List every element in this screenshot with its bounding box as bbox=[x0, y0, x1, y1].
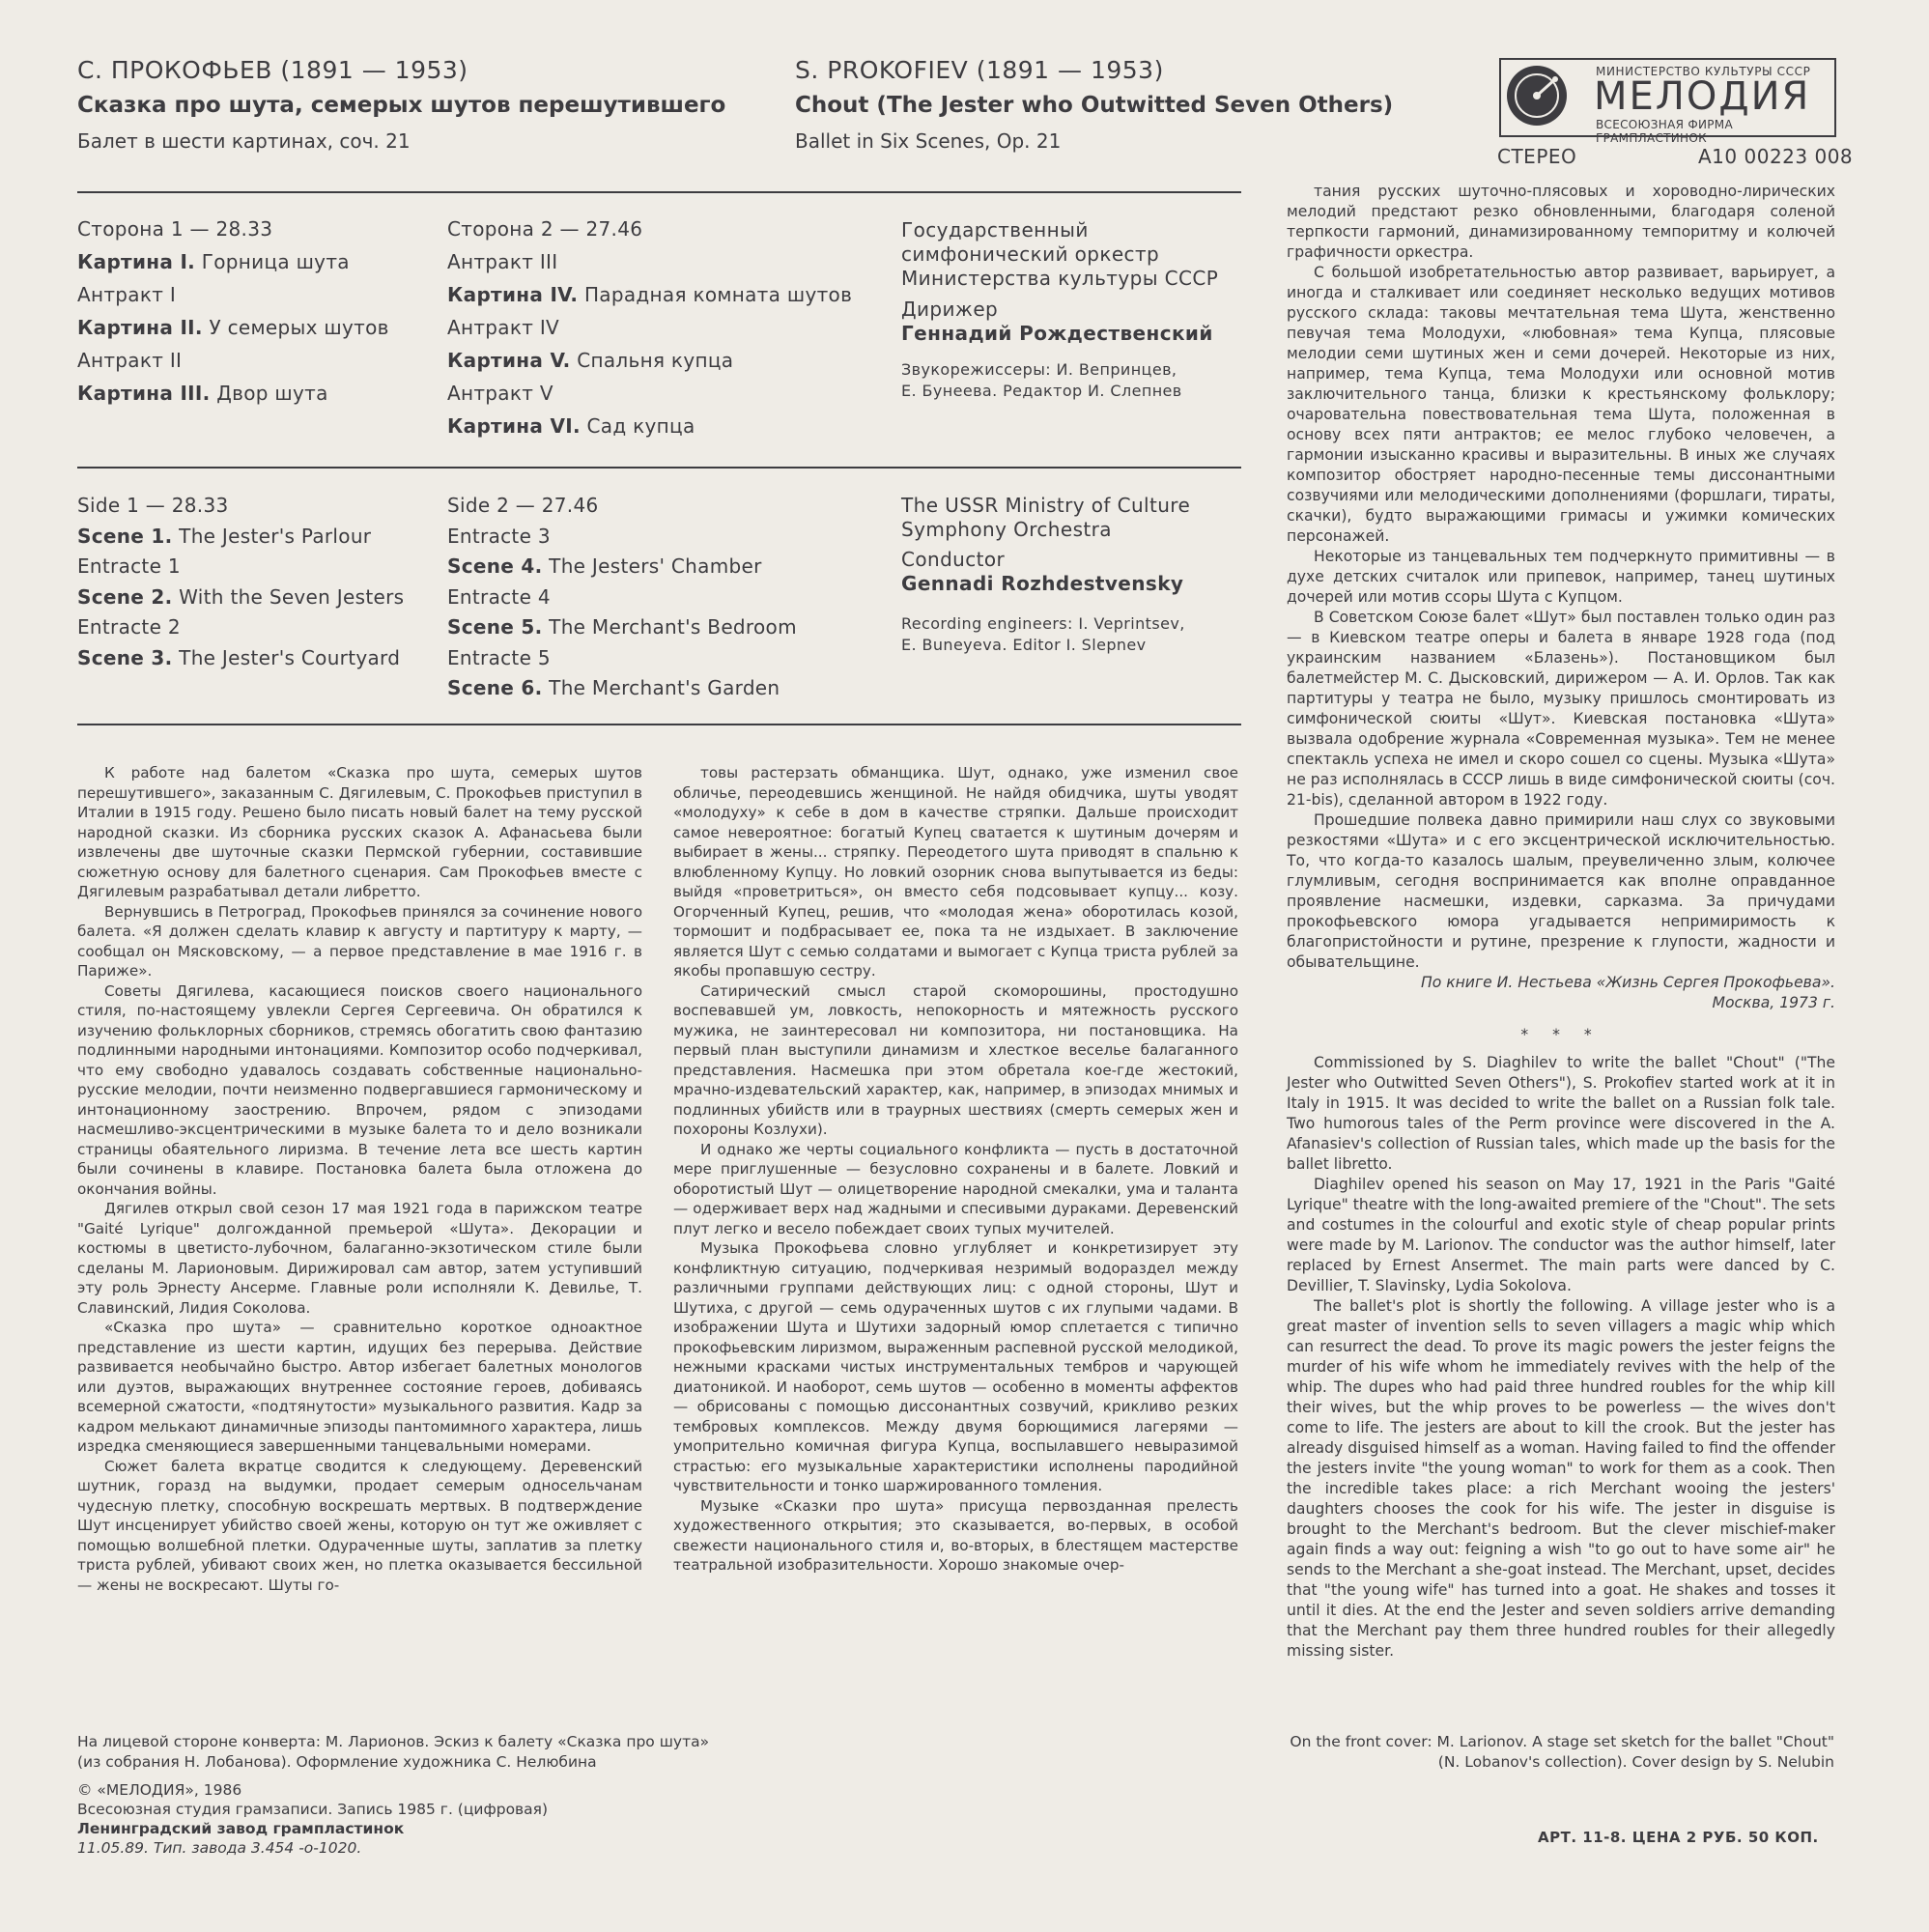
track-item bbox=[447, 612, 797, 643]
track-title: The Jesters' Chamber bbox=[542, 554, 762, 578]
track-title: Entracte 3 bbox=[447, 524, 551, 548]
divider-middle bbox=[77, 467, 1241, 469]
notes-column-3-en bbox=[1287, 1053, 1835, 1662]
track-scene-label: Картина II. bbox=[77, 316, 203, 339]
notes-paragraph: Дягилев открыл свой сезон 17 мая 1921 года в парижском театре "Gaité Lyrique" долгожданной премьерой «Шута». Декорации и костюмы в цветисто-лубочном, балаганно-экзотическом стиле были сделаны М. Ларионовым. Дирижировал сам автор, затем уступивший эту роль Эрнесту Ансерме. Главные роли исполняли К. Девилье, Т. Славинский, Лидия Соколова. bbox=[77, 1200, 642, 1317]
track-item bbox=[77, 278, 389, 311]
track-title: Спальня купца bbox=[570, 349, 734, 372]
price: АРТ. 11-8. ЦЕНА 2 РУБ. 50 КОП. bbox=[1538, 1829, 1819, 1846]
notes-paragraph: В Советском Союзе балет «Шут» был поставлен только один раз — в Киевском театре оперы и балета в январе 1928 года (под украинским названием «Блазень»). Постановщиком был балетмейстер М. С. Дысковский, дирижером — А. И. Орлов. Так как партитуры у театра не было, музыку пришлось смонтировать из симфонической сюиты «Шут». Киевская постановка «Шута» вызвала одобрение журнала «Современная музыка». Тем не менее спектакль успеха не имел и скоро сошел со сцены. Музыка «Шута» не раз исполнялась в СССР лишь в виде симфонической сюиты (соч. 21-bis), сделанной автором в 1922 году. bbox=[1287, 609, 1835, 809]
notes-paragraph: Сатирический смысл старой скоморошины, простодушно воспевавшей ум, ловкость, непокорность и мятежность русского мужика, не заинтересовал ни композитора, ни постановщика. На первый план выступили динамизм и хлесткое веселье балаганного представления. Насмешка при этом обретала кое-где жестокий, мрачно-издевательский характер, как, например, в эпизодах мнимых и подлинных убийств или в траурных шествиях (смерть семерых жен и похороны Козлухи). bbox=[673, 981, 1238, 1138]
print-info: 11.05.89. Тип. завода 3.454 -о-1020. bbox=[77, 1839, 362, 1857]
title-ru: Сказка про шута, семерых шутов перешутившего bbox=[77, 93, 726, 118]
tracklist-en-side2 bbox=[447, 491, 797, 704]
track-scene-label: Картина III. bbox=[77, 382, 211, 405]
track-scene-label: Scene 3. bbox=[77, 645, 173, 669]
notes-paragraph: С большой изобретательностью автор развивает, варьирует, а иногда и сталкивает или соединяет несколько ведущих мотивов русского склада: таковы мечтательная тема Шута, женственно певучая тема Молодухи, «любовная» тема Купца, плясовые мелодии семи шутиных жен и семи дочерей. Некоторые из них, например, тема Купца, тема Молодухи или основной мотив заключительного танца, близки к крестьянскому фольклору; очаровательна повествовательная тема Шута, положенная в основу всех пяти антрактов; ее мелос глубоко человечен, а гармонии изысканно красивы и выразительны. В иных же случаях композитор обостряет народно-песенные темы диссонантными созвучиями или мелодическими дополнениями (форшлаги, тираты, скачки), будто выражающими гримасы и ужимки комических персонажей. bbox=[1287, 264, 1835, 545]
track-item bbox=[447, 582, 797, 613]
notes-paragraph: Commissioned by S. Diaghilev to write the ballet "Chout" ("The Jester who Outwitted Seven Others"), S. Prokofiev started work at it in Italy in 1915. It was decided to write the ballet on a Russian folk tale. Two humorous tales of the Perm province were discovered in the A. Afanasiev's collection of Russian tales, which made up the basis for the ballet libretto. bbox=[1287, 1054, 1835, 1173]
notes-paragraph: Сюжет балета вкратце сводится к следующему. Деревенский шутник, горазд на выдумки, продает семерым односельчанам чудесную плетку, способную воскрешать мертвых. В подтверждение Шут инсценирует убийство своей жены, которую он тут же оживляет с помощью волшебной плетки. Одураченные шуты, заплатив за плетку триста рублей, убивают своих жен, но плетка оказывается бессильной — жены не воскресают. Шуты го- bbox=[77, 1457, 642, 1594]
engineers-line: Recording engineers: I. Veprintsev, bbox=[901, 614, 1185, 633]
performers-en bbox=[901, 494, 1190, 656]
track-item bbox=[447, 522, 797, 553]
notes-paragraph: Музыка Прокофьева словно углубляет и конкретизирует эту конфликтную ситуацию, подчеркивая незримый водораздел между различными группами действующих лиц: с одной стороны, Шут и Шутиха, с другой — семь одураченных шутов с их глупыми чадами. В изображении Шута и Шутихи задорный юмор сплетается с типично прокофьевским лиризмом, выраженным распевной русской мелодикой, нежными красками чистых инструментальных тембров и чарующей диатоникой. И наоборот, семь шутов — особенно в моменты аффектов — обрисованы с помощью диссонантных созвучий, крикливо резких тембровых комплексов. Между двумя борющимися лагерями — умопрительно комичная фигура Купца, воспылавшего невыразимой страстью: его музыкальные характеристики исполнены пародийной чувствительности и тонко шаржированного томления. bbox=[673, 1239, 1238, 1494]
production-info bbox=[77, 1780, 548, 1858]
performers-ru bbox=[901, 218, 1218, 402]
logo-firm: ВСЕСОЮЗНАЯ ФИРМА ГРАМПЛАСТИНОК bbox=[1596, 118, 1733, 145]
title-en: Chout (The Jester who Outwitted Seven Others) bbox=[795, 93, 1394, 118]
track-title: Антракт III bbox=[447, 250, 558, 273]
engineers-line: E. Buneyeva. Editor I. Slepnev bbox=[901, 636, 1147, 654]
track-title: Антракт IV bbox=[447, 316, 560, 339]
track-item bbox=[77, 643, 404, 674]
orchestra-line: The USSR Ministry of Culture bbox=[901, 494, 1191, 517]
studio-info: Всесоюзная студия грамзаписи. Запись 1985 г. (цифровая) bbox=[77, 1801, 549, 1818]
notes-paragraph: Прошедшие полвека давно примирили наш слух со звуковыми резкостями «Шута» и с его эксцентрической исключительностью. То, что когда-то казалось шалым, преувеличенно злым, колючее глумливым, сегодня воспринимается как вполне оправданное проявление насмешки, издевки, сарказма. За причудами прокофьевского юмора угадывается непримиримость к благопристойности и рутине, презрение к глупости, жадности и обывательщине. bbox=[1287, 811, 1835, 971]
tracklist-ru-side2 bbox=[447, 213, 852, 442]
track-title: With the Seven Jesters bbox=[172, 584, 405, 609]
track-title: The Jester's Courtyard bbox=[172, 645, 401, 669]
cover-credit-en-line: (N. Lobanov's collection). Cover design by S. Nelubin bbox=[1437, 1753, 1834, 1771]
track-item bbox=[77, 552, 404, 582]
conductor-name: Gennadi Rozhdestvensky bbox=[901, 572, 1184, 595]
track-item bbox=[447, 245, 852, 278]
track-title: У семерых шутов bbox=[202, 316, 389, 339]
notes-paragraph: Вернувшись в Петроград, Прокофьев принялся за сочинение нового балета. «Я должен сделать клавир к августу и партитуру к марту, — сообщал он Мясковскому, — а первое представление в мае 1916 г. в Париже». bbox=[77, 902, 642, 980]
track-scene-label: Картина I. bbox=[77, 250, 196, 273]
track-title: Парадная комната шутов bbox=[578, 283, 853, 306]
track-item bbox=[447, 643, 797, 674]
track-title: Антракт I bbox=[77, 283, 177, 306]
track-scene-label: Scene 1. bbox=[77, 524, 173, 548]
track-scene-label: Scene 5. bbox=[447, 615, 543, 639]
track-title: Entracte 4 bbox=[447, 584, 551, 609]
track-title: The Jester's Parlour bbox=[172, 524, 372, 548]
track-title: Entracte 2 bbox=[77, 615, 181, 639]
track-item bbox=[447, 552, 797, 582]
source-city: Москва, 1973 г. bbox=[1712, 994, 1835, 1011]
track-scene-label: Scene 6. bbox=[447, 676, 543, 699]
melodiya-logo bbox=[1499, 58, 1836, 145]
track-scene-label: Картина V. bbox=[447, 349, 571, 372]
tracklist-en-side1 bbox=[77, 491, 404, 673]
notes-paragraph: Diaghilev opened his season on May 17, 1921 in the Paris "Gaité Lyrique" theatre with the long-awaited premiere of the "Chout". The sets and costumes in the colourful and exotic style of cheap popular prints were made by M. Larionov. The conductor was the author himself, later replaced by Ernest Ansermet. The main parts were danced by C. Devillier, T. Slavinsky, Lydia Sokolova. bbox=[1287, 1176, 1835, 1294]
conductor-name: Геннадий Рождественский bbox=[901, 322, 1213, 345]
divider-top bbox=[77, 191, 1241, 193]
subtitle-en: Ballet in Six Scenes, Op. 21 bbox=[795, 129, 1062, 153]
section-separator: * * * bbox=[1520, 1026, 1602, 1043]
track-scene-label: Scene 4. bbox=[447, 554, 543, 578]
side-heading: Сторона 2 — 27.46 bbox=[447, 217, 643, 241]
track-title: Антракт V bbox=[447, 382, 553, 405]
cover-credit-ru bbox=[77, 1732, 709, 1773]
composer-en: S. PROKOFIEV (1891 — 1953) bbox=[795, 56, 1164, 84]
orchestra-line: Министерства культуры СССР bbox=[901, 267, 1219, 290]
track-item bbox=[77, 344, 389, 377]
track-item bbox=[447, 311, 852, 344]
conductor-label: Дирижер bbox=[901, 298, 999, 321]
conductor-label: Conductor bbox=[901, 548, 1006, 571]
track-title: Entracte 5 bbox=[447, 645, 551, 669]
notes-paragraph: И однако же черты социального конфликта — пусть в достаточной мере приглушенные — безусловно сохранены и в балете. Ловкий и оборотистый Шут — олицетворение народной смекалки, ума и таланта — одерживает верх над жадными и спесивыми дураками. Деревенский плут легко и весело побеждает своих тупых мучителей. bbox=[673, 1140, 1238, 1237]
notes-column-1 bbox=[77, 763, 642, 1595]
cover-credit-en-line: On the front cover: M. Larionov. A stage set sketch for the ballet "Chout" bbox=[1290, 1733, 1834, 1750]
notes-paragraph: Музыке «Сказки про шута» присуща первозданная прелесть художественного открытия; это сказывается, во-первых, в особой свежести национального стиля и, во-вторых, в блестящем мастерстве театральной изобразительности. Хорошо знакомые очер- bbox=[673, 1496, 1238, 1574]
notes-column-2 bbox=[673, 763, 1238, 1576]
track-scene-label: Картина VI. bbox=[447, 414, 581, 438]
cover-credit-ru-line: (из собрания Н. Лобанова). Оформление художника С. Нелюбина bbox=[77, 1753, 597, 1771]
track-item bbox=[447, 344, 852, 377]
track-scene-label: Scene 2. bbox=[77, 584, 173, 609]
notes-paragraph: К работе над балетом «Сказка про шута, семерых шутов перешутившего», заказанным С. Дягилевым, С. Прокофьев приступил в Италии в 1915 году. Решено было писать новый балет на тему русской народной сказки. Из сборника русских сказок А. Афанасьева были извлечены две шуточные сказки Пермской губернии, составившие сюжетную основу для балетного сценария. Сам Прокофьев вместе с Дягилевым разрабатывал детали либретто. bbox=[77, 764, 642, 900]
side-heading: Side 2 — 27.46 bbox=[447, 494, 599, 517]
notes-column-3 bbox=[1287, 182, 1835, 1662]
logo-ministry: МИНИСТЕРСТВО КУЛЬТУРЫ СССР bbox=[1596, 65, 1811, 78]
cover-credit-en bbox=[1290, 1732, 1834, 1773]
track-title: Антракт II bbox=[77, 349, 183, 372]
engineers-line: Звукорежиссеры: И. Вепринцев, bbox=[901, 360, 1177, 379]
track-title: The Merchant's Garden bbox=[542, 676, 780, 699]
source-citation: По книге И. Нестьева «Жизнь Сергея Прокофьева». bbox=[1420, 974, 1835, 991]
stereo-label: СТЕРЕО bbox=[1497, 145, 1577, 168]
track-item bbox=[77, 582, 404, 613]
side-heading: Side 1 — 28.33 bbox=[77, 494, 229, 517]
cover-credit-ru-line: На лицевой стороне конверта: М. Ларионов. Эскиз к балету «Сказка про шута» bbox=[77, 1733, 710, 1750]
track-title: Entracte 1 bbox=[77, 554, 181, 578]
composer-ru: С. ПРОКОФЬЕВ (1891 — 1953) bbox=[77, 56, 468, 84]
divider-bottom bbox=[77, 724, 1241, 725]
engineers-line: Е. Бунеева. Редактор И. Слепнев bbox=[901, 382, 1182, 400]
notes-paragraph: Некоторые из танцевальных тем подчеркнуто примитивны — в духе детских считалок или припевок, например, танец шутиных дочерей или мотив ссоры Шута с Купцом. bbox=[1287, 548, 1835, 606]
track-item bbox=[447, 278, 852, 311]
track-item bbox=[447, 410, 852, 442]
notes-paragraph: товы растерзать обманщика. Шут, однако, уже изменил свое обличье, переодевшись женщиной. Не найдя обидчика, шуты уводят «молодуху» к себе в дом в качестве стряпки. Дальше происходит самое невероятное: богатый Купец сватается к шутиным дочерям и выбирает в жены... стряпку. Переодетого шута приводят в спальню к влюбленному Купцу. Но ловкий озорник снова выпутывается из беды: выйдя «проветриться», он вместо себя подсовывает купцу... козу. Огорченный Купец, решив, что «молодая жена» оборотилась козой, тормошит и подбрасывает ее, пока та не издыхает. В заключение является Шут с семью солдатами и вымогает с Купца триста рублей за якобы пропавшую сестру. bbox=[673, 764, 1238, 980]
orchestra-line: Symphony Orchestra bbox=[901, 518, 1112, 541]
orchestra-line: симфонический оркестр bbox=[901, 242, 1160, 266]
logo-brand: МЕЛОДИЯ bbox=[1594, 74, 1811, 119]
track-item bbox=[77, 522, 404, 553]
track-item bbox=[77, 311, 389, 344]
track-item bbox=[77, 245, 389, 278]
melodiya-emblem-icon bbox=[1507, 66, 1567, 126]
notes-column-3-ru bbox=[1287, 182, 1835, 973]
track-title: Горница шута bbox=[195, 250, 350, 273]
notes-paragraph: The ballet's plot is shortly the following. A village jester who is a great master of invention sells to seven villagers a magic whip which can resurrect the dead. To prove its magic powers the jester feigns the murder of his wife whom he immediately revives with the help of the whip. The dupes who had paid three hundred roubles for the whip kill their wives, but the whip proves to be powerless — the wives don't come to life. The jesters are about to kill the crook. But the jester has already disguised himself as a woman. Having failed to find the offender the jesters invite "the young woman" to work for them as a cook. Then the incredible takes place: a rich Merchant wooing the jesters' daughters chooses the cook for his wife. The jester in disguise is brought to the Merchant's bedroom. But the clever mischief-maker again finds a way out: feigning a wish "to go out to have some air" he sends to the Merchant a she-goat instead. The Merchant, upset, decides that "the young wife" has turned into a goat. He shakes and tosses it until it dies. At the end the Jester and seven soldiers arrive demanding that the Merchant pay them three hundred roubles for their allegedly missing sister. bbox=[1287, 1297, 1835, 1660]
track-item bbox=[77, 612, 404, 643]
copyright: © «МЕЛОДИЯ», 1986 bbox=[77, 1781, 242, 1799]
plant-info: Ленинградский завод грампластинок bbox=[77, 1820, 405, 1837]
track-item bbox=[447, 673, 797, 704]
track-item bbox=[77, 377, 389, 410]
track-scene-label: Картина IV. bbox=[447, 283, 579, 306]
notes-paragraph: Советы Дягилева, касающиеся поисков своего национального стиля, по-настоящему увлекли Сергея Сергеевича. Он обратился к изучению фольклорных сборников, стремясь обогатить свою фантазию подлинными народными интонациями. Композитор особо подчеркивал, что ему свободно удавалось создавать собственные национально-русские мелодии, почти неизменно подвергавшиеся гармоническому и интонационному заострению. Впрочем, рядом с эпизодами насмешливо-эксцентрическими в музыке балета то и дело возникали страницы обаятельного лиризма. В течение лета все шесть картин были сочинены в клавире. Постановка балета была отложена до окончания войны. bbox=[77, 981, 642, 1198]
tracklist-ru-side1 bbox=[77, 213, 389, 410]
side-heading: Сторона 1 — 28.33 bbox=[77, 217, 273, 241]
track-item bbox=[447, 377, 852, 410]
notes-paragraph: «Сказка про шута» — сравнительно короткое одноактное представление из шести картин, идущих без перерыва. Действие развивается необычайно быстро. Автор избегает балетных монологов или дуэтов, выражающих внутреннее состояние героев, добиваясь всемерной сжатости, «подтянутости» музыкального развития. Кадр за кадром мелькают динамичные эпизоды пантомимного характера, лишь изредка сменяющиеся завершенными танцевальными номерами. bbox=[77, 1319, 642, 1455]
track-title: The Merchant's Bedroom bbox=[542, 615, 797, 639]
notes-paragraph: тания русских шуточно-плясовых и хороводно-лирических мелодий предстают резко обновленными, благодаря соленой терпкости гармоний, динамизированному темпоритму и колючей графичности оркестра. bbox=[1287, 183, 1835, 261]
subtitle-ru: Балет в шести картинах, соч. 21 bbox=[77, 129, 411, 153]
track-title: Сад купца bbox=[580, 414, 695, 438]
catalog-number: А10 00223 008 bbox=[1698, 145, 1854, 168]
track-title: Двор шута bbox=[210, 382, 328, 405]
orchestra-line: Государственный bbox=[901, 218, 1089, 242]
